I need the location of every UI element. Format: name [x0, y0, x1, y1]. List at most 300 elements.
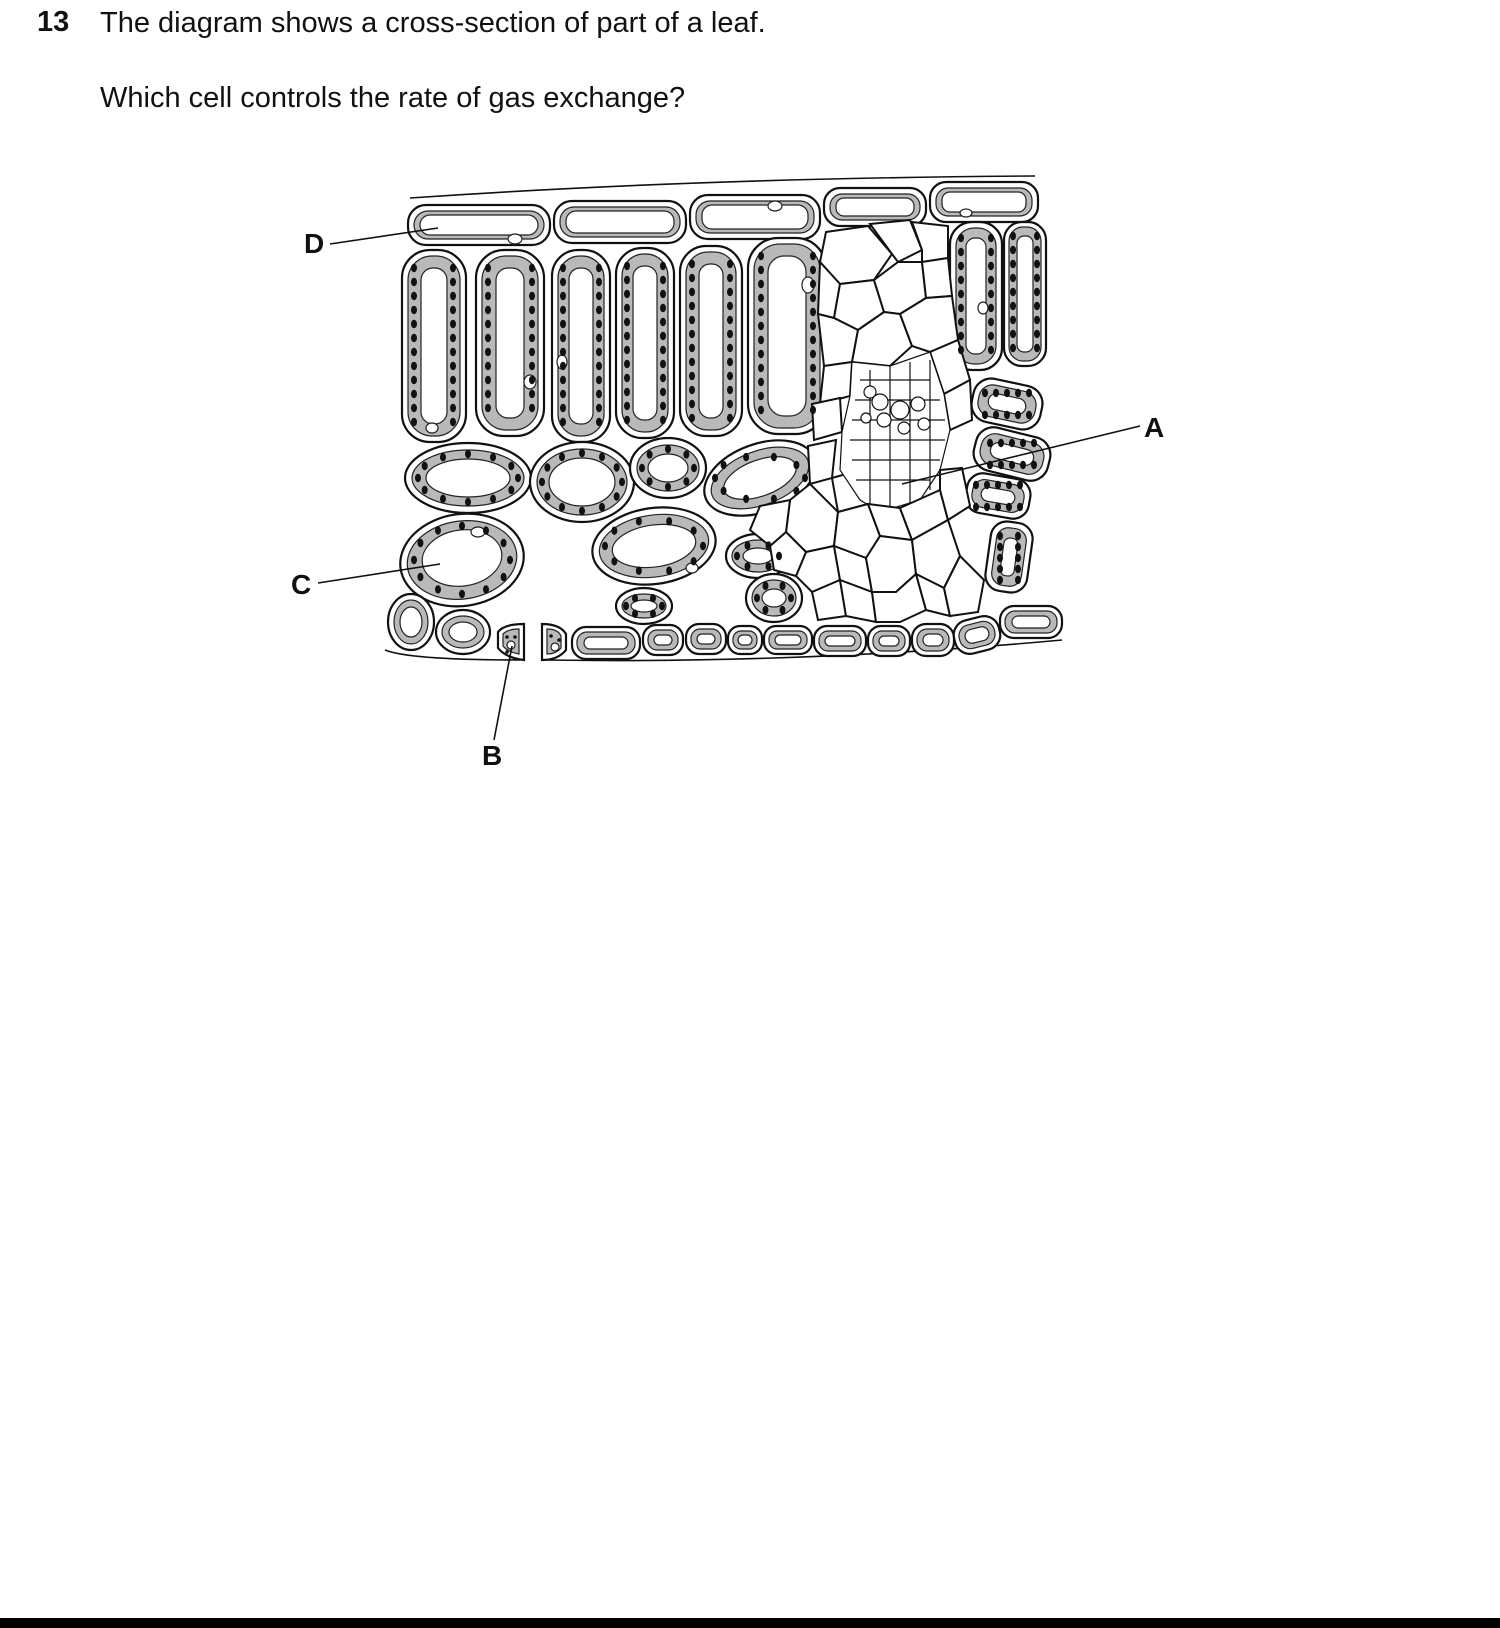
chloroplast: [727, 316, 733, 324]
chloroplast: [560, 404, 566, 412]
lower-epidermis-cell: [814, 626, 866, 656]
chloroplast: [639, 464, 645, 472]
chloroplast: [501, 539, 507, 547]
chloroplast: [995, 481, 1001, 489]
chloroplast: [1015, 532, 1021, 540]
chloroplast: [459, 522, 465, 530]
chloroplast: [559, 453, 565, 461]
chloroplast: [411, 418, 417, 426]
chloroplast: [763, 606, 769, 614]
chloroplast: [560, 348, 566, 356]
chloroplast: [1034, 274, 1040, 282]
palisade-cell: [616, 248, 674, 438]
chloroplast: [993, 389, 999, 397]
chloroplast: [515, 474, 521, 482]
palisade-cell: [680, 246, 742, 436]
chloroplast: [1009, 439, 1015, 447]
chloroplast: [1015, 554, 1021, 562]
chloroplast: [450, 376, 456, 384]
chloroplast: [435, 526, 441, 534]
chloroplast: [727, 386, 733, 394]
chloroplast: [660, 304, 666, 312]
chloroplast: [560, 334, 566, 342]
chloroplast: [529, 376, 535, 384]
chloroplast: [529, 292, 535, 300]
spongy-cell: [968, 375, 1046, 433]
chloroplast: [611, 557, 617, 565]
chloroplast: [780, 606, 786, 614]
palisade-cell: [552, 250, 610, 442]
chloroplast: [596, 348, 602, 356]
chloroplast: [973, 481, 979, 489]
chloroplast: [599, 453, 605, 461]
chloroplast: [660, 290, 666, 298]
chloroplast: [988, 234, 994, 242]
chloroplast: [788, 594, 794, 602]
chloroplast: [958, 346, 964, 354]
guard-cell: [542, 624, 566, 660]
chloroplast: [758, 294, 764, 302]
chloroplast: [529, 348, 535, 356]
chloroplast: [411, 292, 417, 300]
chloroplast: [666, 517, 672, 525]
chloroplast: [997, 543, 1003, 551]
chloroplast: [758, 350, 764, 358]
chloroplast: [560, 306, 566, 314]
chloroplast: [1034, 232, 1040, 240]
chloroplast: [745, 541, 751, 549]
lower-epidermis-cell: [1000, 606, 1062, 638]
chloroplast: [465, 498, 471, 506]
chloroplast: [411, 556, 417, 564]
chloroplast: [596, 278, 602, 286]
chloroplast: [727, 372, 733, 380]
chloroplast: [440, 495, 446, 503]
chloroplast: [660, 360, 666, 368]
chloroplast: [810, 406, 816, 414]
chloroplast: [689, 288, 695, 296]
chloroplast: [660, 332, 666, 340]
chloroplast: [660, 374, 666, 382]
chloroplast: [1020, 439, 1026, 447]
chloroplast: [988, 304, 994, 312]
chloroplast: [560, 278, 566, 286]
question-prompt: Which cell controls the rate of gas exchange?: [100, 82, 686, 114]
chloroplast: [745, 562, 751, 570]
chloroplast: [1026, 411, 1032, 419]
chloroplast: [997, 532, 1003, 540]
chloroplast: [560, 264, 566, 272]
chloroplast: [1010, 302, 1016, 310]
label-a: A: [1144, 412, 1165, 443]
chloroplast: [411, 306, 417, 314]
chloroplast: [596, 390, 602, 398]
chloroplast: [810, 308, 816, 316]
chloroplast: [689, 386, 695, 394]
chloroplast: [624, 416, 630, 424]
label-c: C: [291, 569, 312, 600]
chloroplast: [435, 585, 441, 593]
chloroplast: [508, 486, 514, 494]
chloroplast: [1034, 302, 1040, 310]
chloroplast: [411, 362, 417, 370]
chloroplast: [485, 320, 491, 328]
chloroplast: [632, 594, 638, 602]
chloroplast: [691, 527, 697, 535]
chloroplast: [411, 404, 417, 412]
chloroplast: [1026, 389, 1032, 397]
chloroplast: [450, 348, 456, 356]
chloroplast: [810, 364, 816, 372]
chloroplast: [647, 477, 653, 485]
chloroplast: [1015, 389, 1021, 397]
chloroplast: [758, 252, 764, 260]
chloroplast: [802, 474, 808, 482]
chloroplast: [660, 388, 666, 396]
chloroplast: [1006, 503, 1012, 511]
chloroplast: [1015, 565, 1021, 573]
chloroplast: [727, 274, 733, 282]
chloroplast: [624, 290, 630, 298]
chloroplast: [810, 336, 816, 344]
chloroplast: [415, 474, 421, 482]
chloroplast: [793, 487, 799, 495]
chloroplast: [1010, 330, 1016, 338]
chloroplast: [440, 453, 446, 461]
chloroplast: [997, 565, 1003, 573]
chloroplast: [727, 260, 733, 268]
chloroplast: [1004, 411, 1010, 419]
chloroplast: [483, 526, 489, 534]
lower-epidermis-cell: [643, 625, 683, 655]
chloroplast: [501, 573, 507, 581]
chloroplast: [529, 320, 535, 328]
chloroplast: [810, 378, 816, 386]
chloroplast: [734, 552, 740, 560]
chloroplast: [810, 280, 816, 288]
chloroplast: [660, 276, 666, 284]
chloroplast: [758, 378, 764, 386]
chloroplast: [683, 450, 689, 458]
chloroplast: [689, 372, 695, 380]
palisade-cell: [402, 250, 466, 442]
chloroplast: [539, 478, 545, 486]
lower-epidermis-cell: [686, 624, 726, 654]
chloroplast: [727, 358, 733, 366]
chloroplast: [766, 541, 772, 549]
chloroplast: [1010, 288, 1016, 296]
chloroplast: [450, 306, 456, 314]
chloroplast: [982, 389, 988, 397]
chloroplast: [689, 344, 695, 352]
chloroplast: [411, 278, 417, 286]
chloroplast: [1009, 461, 1015, 469]
chloroplast: [624, 388, 630, 396]
chloroplast: [624, 318, 630, 326]
chloroplast: [417, 573, 423, 581]
chloroplast: [689, 330, 695, 338]
chloroplast: [624, 402, 630, 410]
chloroplast: [766, 562, 772, 570]
chloroplast: [485, 292, 491, 300]
chloroplast: [1034, 344, 1040, 352]
lower-epidermis-cell: [912, 624, 954, 656]
chloroplast: [689, 274, 695, 282]
chloroplast: [771, 495, 777, 503]
chloroplast: [459, 590, 465, 598]
chloroplast: [810, 392, 816, 400]
chloroplast: [1031, 461, 1037, 469]
chloroplast: [988, 318, 994, 326]
chloroplast: [758, 280, 764, 288]
chloroplast: [1010, 232, 1016, 240]
chloroplast: [1017, 481, 1023, 489]
chloroplast: [529, 362, 535, 370]
lower-epidermis-cell: [951, 613, 1004, 657]
chloroplast: [490, 495, 496, 503]
chloroplast: [958, 332, 964, 340]
chloroplast: [596, 306, 602, 314]
chloroplast: [411, 376, 417, 384]
chloroplast: [1010, 260, 1016, 268]
chloroplast: [624, 374, 630, 382]
chloroplast: [1034, 316, 1040, 324]
chloroplast: [771, 453, 777, 461]
chloroplast: [973, 503, 979, 511]
chloroplast: [411, 348, 417, 356]
chloroplast: [559, 503, 565, 511]
chloroplast: [1010, 246, 1016, 254]
label-d: D: [304, 228, 325, 259]
chloroplast: [758, 364, 764, 372]
question-number: 13: [37, 6, 70, 38]
chloroplast: [624, 346, 630, 354]
chloroplast: [958, 290, 964, 298]
chloroplast: [450, 362, 456, 370]
chloroplast: [411, 390, 417, 398]
chloroplast: [995, 503, 1001, 511]
label-b: B: [482, 740, 503, 771]
chloroplast: [599, 503, 605, 511]
chloroplast: [776, 552, 782, 560]
chloroplast: [743, 495, 749, 503]
chloroplast: [560, 320, 566, 328]
chloroplast: [422, 462, 428, 470]
chloroplast: [508, 462, 514, 470]
chloroplast: [450, 418, 456, 426]
chloroplast: [636, 567, 642, 575]
chloroplast: [411, 264, 417, 272]
chloroplast: [485, 376, 491, 384]
chloroplast: [611, 527, 617, 535]
chloroplast: [958, 304, 964, 312]
chloroplast: [450, 264, 456, 272]
chloroplast: [958, 276, 964, 284]
chloroplast: [624, 332, 630, 340]
chloroplast: [689, 316, 695, 324]
chloroplast: [1010, 344, 1016, 352]
chloroplast: [529, 306, 535, 314]
chloroplast: [1034, 246, 1040, 254]
chloroplast: [450, 404, 456, 412]
chloroplast: [958, 248, 964, 256]
chloroplast: [596, 264, 602, 272]
chloroplast: [485, 264, 491, 272]
chloroplast: [993, 411, 999, 419]
chloroplast: [1020, 461, 1026, 469]
chloroplast: [623, 602, 629, 610]
chloroplast: [1015, 543, 1021, 551]
chloroplast: [465, 450, 471, 458]
chloroplast: [619, 478, 625, 486]
chloroplast: [810, 350, 816, 358]
palisade-cell: [1004, 222, 1046, 366]
chloroplast: [1004, 389, 1010, 397]
chloroplast: [560, 376, 566, 384]
chloroplast: [665, 445, 671, 453]
chloroplast: [596, 320, 602, 328]
chloroplast: [483, 585, 489, 593]
chloroplast: [958, 318, 964, 326]
chloroplast: [596, 376, 602, 384]
chloroplast: [650, 594, 656, 602]
chloroplast: [1010, 316, 1016, 324]
chloroplast: [624, 360, 630, 368]
chloroplast: [450, 320, 456, 328]
chloroplast: [763, 582, 769, 590]
chloroplast: [1034, 288, 1040, 296]
upper-epidermis-cell-d: [408, 205, 550, 245]
chloroplast: [665, 483, 671, 491]
chloroplast: [624, 304, 630, 312]
chloroplast: [660, 346, 666, 354]
lower-epidermis-cell: [868, 626, 910, 656]
chloroplast: [647, 450, 653, 458]
question-stem: The diagram shows a cross-section of part of a leaf.: [100, 7, 766, 39]
chloroplast: [485, 306, 491, 314]
chloroplast: [1006, 481, 1012, 489]
chloroplast: [758, 322, 764, 330]
chloroplast: [727, 330, 733, 338]
chloroplast: [614, 463, 620, 471]
chloroplast: [712, 474, 718, 482]
chloroplast: [660, 416, 666, 424]
chloroplast: [560, 418, 566, 426]
chloroplast: [450, 278, 456, 286]
chloroplast: [982, 411, 988, 419]
chloroplast: [758, 308, 764, 316]
chloroplast: [485, 404, 491, 412]
chloroplast: [660, 402, 666, 410]
chloroplast: [727, 400, 733, 408]
chloroplast: [450, 334, 456, 342]
chloroplast: [988, 262, 994, 270]
chloroplast: [988, 248, 994, 256]
chloroplast: [727, 414, 733, 422]
chloroplast: [958, 234, 964, 242]
chloroplast: [810, 252, 816, 260]
chloroplast: [689, 414, 695, 422]
chloroplast: [650, 610, 656, 618]
chloroplast: [529, 278, 535, 286]
chloroplast: [660, 318, 666, 326]
chloroplast: [754, 594, 760, 602]
chloroplast: [422, 486, 428, 494]
chloroplast: [727, 344, 733, 352]
chloroplast: [529, 404, 535, 412]
chloroplast: [529, 334, 535, 342]
chloroplast: [579, 449, 585, 457]
chloroplast: [987, 439, 993, 447]
chloroplast: [689, 302, 695, 310]
chloroplast: [691, 557, 697, 565]
chloroplast: [544, 463, 550, 471]
chloroplast: [485, 278, 491, 286]
lower-epidermis-cell: [436, 610, 490, 654]
chloroplast: [758, 266, 764, 274]
chloroplast: [1015, 411, 1021, 419]
chloroplast: [727, 288, 733, 296]
chloroplast: [988, 276, 994, 284]
chloroplast: [485, 334, 491, 342]
chloroplast: [485, 390, 491, 398]
chloroplast: [988, 332, 994, 340]
chloroplast: [411, 320, 417, 328]
chloroplast: [997, 554, 1003, 562]
chloroplast: [793, 461, 799, 469]
lower-epidermis-cell: [764, 626, 812, 654]
chloroplast: [614, 492, 620, 500]
chloroplast: [700, 542, 706, 550]
chloroplast: [758, 392, 764, 400]
chloroplast: [810, 294, 816, 302]
chloroplast: [958, 262, 964, 270]
chloroplast: [596, 362, 602, 370]
chloroplast: [450, 390, 456, 398]
chloroplast: [411, 334, 417, 342]
chloroplast: [507, 556, 513, 564]
chloroplast: [810, 322, 816, 330]
chloroplast: [529, 264, 535, 272]
page-footer-bar: [0, 1618, 1500, 1628]
chloroplast: [984, 503, 990, 511]
chloroplast: [998, 439, 1004, 447]
chloroplast: [997, 576, 1003, 584]
chloroplast: [485, 348, 491, 356]
chloroplast: [560, 362, 566, 370]
lower-epidermis-cell: [728, 626, 762, 654]
chloroplast: [758, 406, 764, 414]
chloroplast: [560, 390, 566, 398]
chloroplast: [1017, 503, 1023, 511]
chloroplast: [666, 567, 672, 575]
chloroplast: [1031, 439, 1037, 447]
chloroplast: [727, 302, 733, 310]
chloroplast: [636, 517, 642, 525]
chloroplast: [721, 487, 727, 495]
chloroplast: [689, 358, 695, 366]
chloroplast: [1015, 576, 1021, 584]
chloroplast: [490, 453, 496, 461]
lower-epidermis-cell: [572, 627, 640, 659]
chloroplast: [485, 362, 491, 370]
chloroplast: [988, 290, 994, 298]
chloroplast: [689, 400, 695, 408]
chloroplast: [1010, 274, 1016, 282]
lower-epidermis-cell: [388, 594, 434, 650]
chloroplast: [596, 334, 602, 342]
chloroplast: [417, 539, 423, 547]
